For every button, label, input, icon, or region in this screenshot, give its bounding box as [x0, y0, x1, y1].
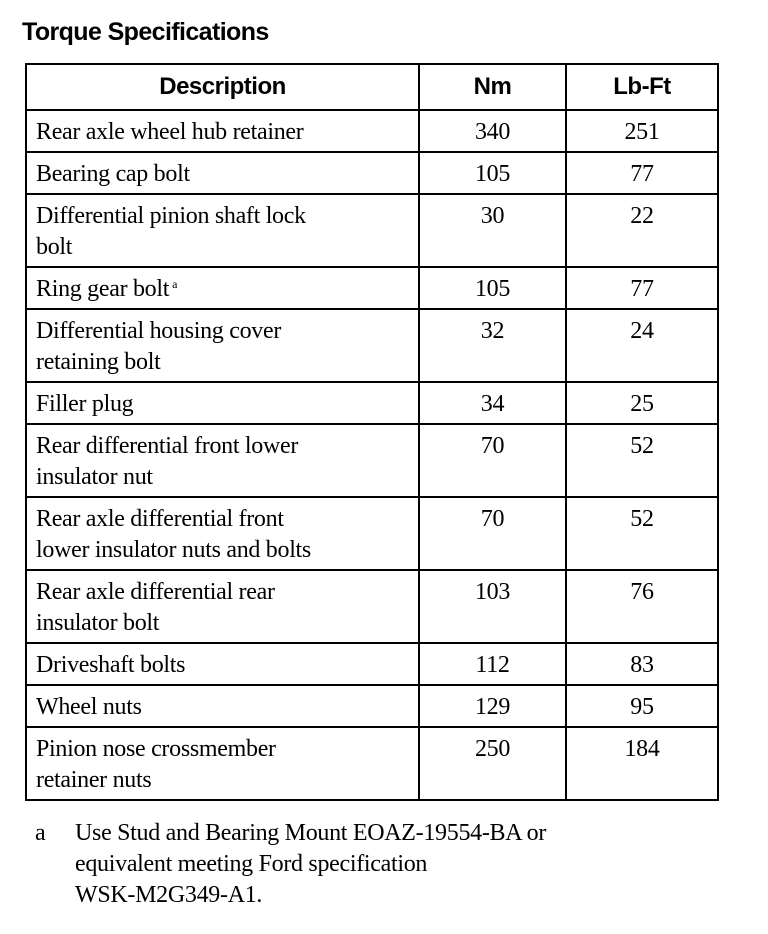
description-line: retainer nuts — [36, 767, 152, 793]
cell-description — [26, 497, 419, 570]
description-line: Rear differential front lower — [36, 433, 299, 459]
description-line: Filler plug — [36, 391, 134, 417]
footnote-line: equivalent meeting Ford specification — [75, 851, 428, 877]
cell-nm: 70 — [419, 497, 566, 570]
description-line: Differential housing cover — [36, 318, 282, 344]
cell-nm: 30 — [419, 194, 566, 267]
cell-description — [26, 727, 419, 800]
cell-description — [26, 382, 419, 424]
header-lbft: Lb-Ft — [566, 64, 718, 110]
table-row — [26, 685, 718, 727]
footnote-marker: a — [35, 820, 46, 846]
table-row — [26, 643, 718, 685]
cell-nm: 250 — [419, 727, 566, 800]
table-row — [26, 194, 718, 267]
cell-nm: 70 — [419, 424, 566, 497]
cell-description — [26, 110, 419, 152]
table-row — [26, 424, 718, 497]
cell-description — [26, 152, 419, 194]
cell-nm: 112 — [419, 643, 566, 685]
description-line — [36, 274, 412, 305]
cell-lbft: 83 — [566, 643, 718, 685]
description-line: Bearing cap bolt — [36, 161, 190, 187]
table-row — [26, 497, 718, 570]
header-description: Description — [26, 64, 419, 110]
cell-nm: 34 — [419, 382, 566, 424]
cell-description — [26, 309, 419, 382]
table-row — [26, 309, 718, 382]
description-line: Differential pinion shaft lock — [36, 203, 306, 229]
cell-description — [26, 643, 419, 685]
cell-description — [26, 685, 419, 727]
cell-description — [26, 570, 419, 643]
footnote-line: Use Stud and Bearing Mount EOAZ-19554-BA or — [75, 820, 547, 846]
cell-lbft: 95 — [566, 685, 718, 727]
torque-specifications-table — [25, 63, 719, 801]
cell-nm: 129 — [419, 685, 566, 727]
cell-nm: 32 — [419, 309, 566, 382]
cell-lbft: 22 — [566, 194, 718, 267]
cell-lbft: 76 — [566, 570, 718, 643]
cell-description — [26, 194, 419, 267]
table-row — [26, 110, 718, 152]
description-line: Driveshaft bolts — [36, 652, 186, 678]
footnote-reference: a — [172, 277, 178, 291]
cell-lbft: 24 — [566, 309, 718, 382]
description-line: Rear axle differential front — [36, 506, 284, 532]
description-line: Rear axle wheel hub retainer — [36, 119, 304, 145]
footnote-text — [75, 818, 546, 911]
table-header-row — [26, 64, 718, 110]
cell-nm: 103 — [419, 570, 566, 643]
table-row — [26, 727, 718, 800]
page-title: Torque Specifications — [22, 18, 269, 46]
cell-lbft: 52 — [566, 424, 718, 497]
cell-nm: 340 — [419, 110, 566, 152]
description-text: Ring gear bolt — [36, 276, 170, 302]
description-line: Rear axle differential rear — [36, 579, 275, 605]
cell-nm: 105 — [419, 152, 566, 194]
cell-description — [26, 424, 419, 497]
description-line: bolt — [36, 234, 73, 260]
cell-lbft: 52 — [566, 497, 718, 570]
cell-lbft: 251 — [566, 110, 718, 152]
cell-lbft: 184 — [566, 727, 718, 800]
description-line: Wheel nuts — [36, 694, 142, 720]
header-nm: Nm — [419, 64, 566, 110]
table-row — [26, 570, 718, 643]
cell-lbft: 25 — [566, 382, 718, 424]
description-line: insulator bolt — [36, 610, 160, 636]
cell-lbft: 77 — [566, 267, 718, 309]
description-line: insulator nut — [36, 464, 153, 490]
footnote-line: WSK-M2G349-A1. — [75, 882, 263, 908]
description-line: retaining bolt — [36, 349, 161, 375]
cell-description — [26, 267, 419, 309]
footnote — [35, 818, 546, 911]
table-row — [26, 152, 718, 194]
description-line: lower insulator nuts and bolts — [36, 537, 311, 563]
table-row — [26, 267, 718, 309]
cell-lbft: 77 — [566, 152, 718, 194]
description-line: Pinion nose crossmember — [36, 736, 276, 762]
cell-nm: 105 — [419, 267, 566, 309]
table-row — [26, 382, 718, 424]
table-body — [26, 110, 718, 800]
